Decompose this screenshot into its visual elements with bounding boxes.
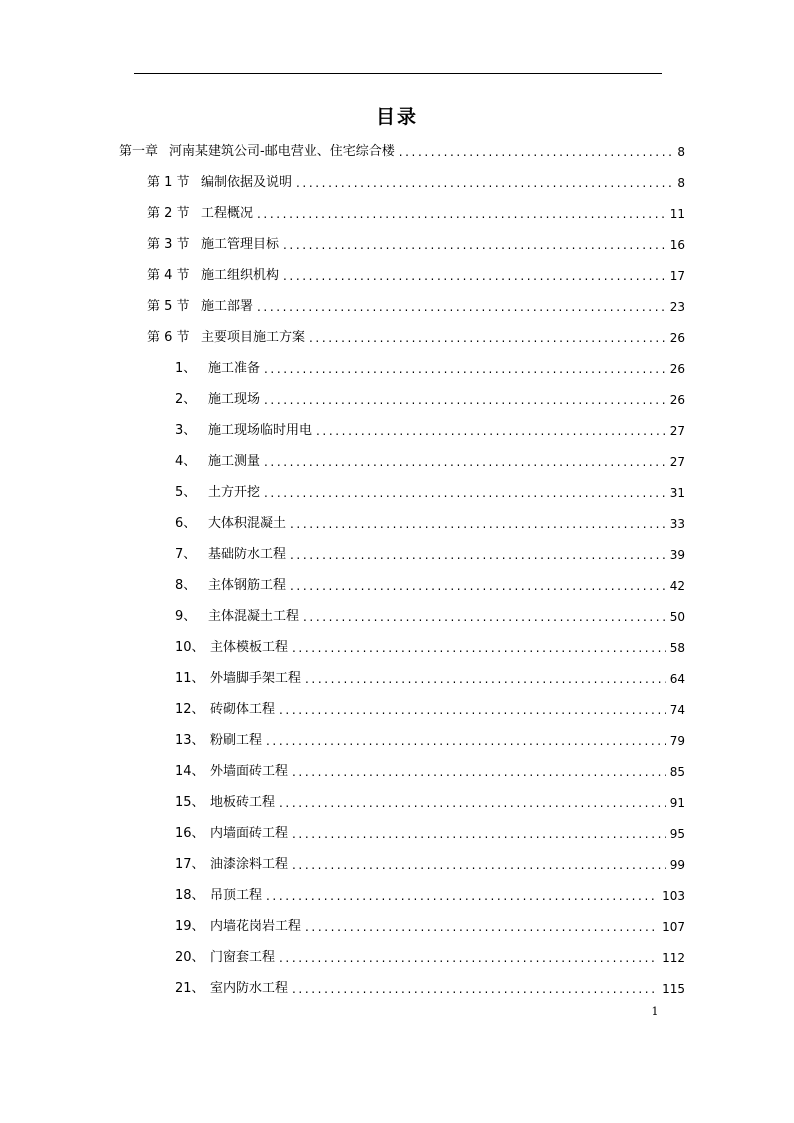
page-title: 目录 xyxy=(375,106,418,128)
toc-entry-label: 施工管理目标 xyxy=(201,237,280,252)
toc-entry-number: 18、 xyxy=(175,888,205,903)
toc-entry-label: 土方开挖 xyxy=(208,485,261,500)
toc-entry-number: 10、 xyxy=(175,640,205,655)
toc-entry-page: 8 xyxy=(677,145,685,159)
toc-entry[interactable] xyxy=(175,482,685,504)
toc-entry-label: 油漆涂料工程 xyxy=(210,857,289,872)
toc-entry-label: 主体钢筋工程 xyxy=(208,578,287,593)
toc-entry-page: 58 xyxy=(669,641,685,655)
toc-entry[interactable] xyxy=(175,451,685,473)
toc-entry[interactable] xyxy=(147,203,685,225)
toc-entry-label: 地板砖工程 xyxy=(210,795,276,810)
toc-entry[interactable] xyxy=(147,234,685,256)
toc-entry-number: 17、 xyxy=(175,857,205,872)
toc-entry[interactable] xyxy=(175,730,685,752)
toc-entry-number: 第 4 节 xyxy=(147,268,190,283)
toc-entry[interactable] xyxy=(119,141,685,163)
toc-entry-page: 8 xyxy=(677,176,685,190)
toc-entry-number: 1、 xyxy=(175,361,197,376)
toc-entry-page: 31 xyxy=(669,486,685,500)
toc-leader-dots xyxy=(309,327,666,349)
toc-entry-number: 14、 xyxy=(175,764,205,779)
toc-entry[interactable] xyxy=(175,823,685,845)
toc-leader-dots xyxy=(292,761,666,783)
toc-entry-number: 7、 xyxy=(175,547,197,562)
toc-entry-label: 室内防水工程 xyxy=(210,981,289,996)
toc-entry-label: 外墙脚手架工程 xyxy=(210,671,302,686)
toc-entry-page: 79 xyxy=(669,734,685,748)
toc-entry[interactable] xyxy=(175,575,685,597)
toc-entry-label: 工程概况 xyxy=(201,206,254,221)
toc-leader-dots xyxy=(303,606,666,628)
toc-entry[interactable] xyxy=(175,668,685,690)
toc-entry-number: 8、 xyxy=(175,578,197,593)
toc-entry[interactable] xyxy=(175,854,685,876)
toc-entry-label: 施工部署 xyxy=(201,299,254,314)
toc-leader-dots xyxy=(292,978,658,1000)
toc-entry[interactable] xyxy=(147,327,685,349)
toc-entry-page: 99 xyxy=(669,858,685,872)
toc-entry-number: 15、 xyxy=(175,795,205,810)
toc-entry-label: 主体混凝土工程 xyxy=(208,609,300,624)
toc-entry-number: 3、 xyxy=(175,423,197,438)
toc-entry-label: 施工现场临时用电 xyxy=(208,423,313,438)
page-number: 1 xyxy=(651,1005,659,1018)
toc-entry-label: 吊顶工程 xyxy=(210,888,263,903)
toc-leader-dots xyxy=(279,699,666,721)
toc-entry-number: 4、 xyxy=(175,454,197,469)
toc-entry-page: 95 xyxy=(669,827,685,841)
toc-leader-dots xyxy=(305,668,666,690)
toc-entry-page: 64 xyxy=(669,672,685,686)
toc-entry-label: 外墙面砖工程 xyxy=(210,764,289,779)
toc-entry[interactable] xyxy=(175,699,685,721)
toc-entry-page: 91 xyxy=(669,796,685,810)
toc-entry[interactable] xyxy=(175,389,685,411)
toc-entry[interactable] xyxy=(147,265,685,287)
toc-leader-dots xyxy=(305,916,658,938)
toc-entry-label: 主要项目施工方案 xyxy=(201,330,306,345)
toc-entry-number: 20、 xyxy=(175,950,205,965)
toc-entry-label: 内墙面砖工程 xyxy=(210,826,289,841)
toc-leader-dots xyxy=(264,358,666,380)
toc-entry[interactable] xyxy=(175,792,685,814)
toc-entry-label: 粉刷工程 xyxy=(210,733,263,748)
toc-entry-page: 107 xyxy=(662,920,685,934)
toc-leader-dots xyxy=(266,885,658,907)
toc-entry-label: 施工现场 xyxy=(208,392,261,407)
toc-leader-dots xyxy=(290,544,666,566)
toc-entry-number: 13、 xyxy=(175,733,205,748)
toc-leader-dots xyxy=(283,234,666,256)
toc-leader-dots xyxy=(290,575,666,597)
toc-leader-dots xyxy=(292,854,666,876)
toc-entry-label: 施工组织机构 xyxy=(201,268,280,283)
toc-entry-number: 第 3 节 xyxy=(147,237,190,252)
toc-entry-label: 基础防水工程 xyxy=(208,547,287,562)
toc-entry-label: 施工准备 xyxy=(208,361,261,376)
toc-entry-page: 85 xyxy=(669,765,685,779)
toc-entry-number: 9、 xyxy=(175,609,197,624)
toc-entry-page: 16 xyxy=(669,238,685,252)
toc-leader-dots xyxy=(283,265,666,287)
toc-leader-dots xyxy=(257,296,666,318)
toc-leader-dots xyxy=(279,792,666,814)
toc-entry-number: 第 2 节 xyxy=(147,206,190,221)
toc-entry-number: 21、 xyxy=(175,981,205,996)
toc-entry-number: 第 1 节 xyxy=(147,175,190,190)
toc-entry-number: 6、 xyxy=(175,516,197,531)
toc-entry-page: 11 xyxy=(669,207,685,221)
toc-entry-label: 门窗套工程 xyxy=(210,950,276,965)
toc-leader-dots xyxy=(279,947,658,969)
toc-entry-label: 河南某建筑公司-邮电营业、住宅综合楼 xyxy=(169,144,395,159)
toc-entry-page: 27 xyxy=(669,455,685,469)
toc-leader-dots xyxy=(257,203,666,225)
toc-entry-page: 103 xyxy=(662,889,685,903)
toc-leader-dots xyxy=(316,420,666,442)
toc-entry-number: 2、 xyxy=(175,392,197,407)
toc-entry[interactable] xyxy=(175,947,685,969)
toc-entry[interactable] xyxy=(175,420,685,442)
toc-entry-page: 39 xyxy=(669,548,685,562)
toc-entry-page: 23 xyxy=(669,300,685,314)
toc-entry-label: 内墙花岗岩工程 xyxy=(210,919,302,934)
toc-entry-label: 编制依据及说明 xyxy=(201,175,293,190)
toc-entry[interactable] xyxy=(175,544,685,566)
toc-entry[interactable] xyxy=(175,761,685,783)
toc-entry-number: 16、 xyxy=(175,826,205,841)
toc-entry[interactable] xyxy=(175,637,685,659)
toc-entry[interactable] xyxy=(175,978,685,1000)
toc-entry-number: 5、 xyxy=(175,485,197,500)
toc-entry-page: 17 xyxy=(669,269,685,283)
toc-leader-dots xyxy=(292,823,666,845)
toc-entry[interactable] xyxy=(175,513,685,535)
toc-entry-page: 115 xyxy=(662,982,685,996)
toc-entry-number: 第 5 节 xyxy=(147,299,190,314)
toc-entry-number: 19、 xyxy=(175,919,205,934)
toc-entry-page: 26 xyxy=(669,362,685,376)
toc-entry-page: 27 xyxy=(669,424,685,438)
toc-entry-number: 第 6 节 xyxy=(147,330,190,345)
toc-leader-dots xyxy=(399,141,674,163)
toc-entry-page: 74 xyxy=(669,703,685,717)
toc-entry-label: 主体模板工程 xyxy=(210,640,289,655)
toc-entry-number: 12、 xyxy=(175,702,205,717)
toc-entry-number: 第一章 xyxy=(119,144,159,159)
toc-entry-page: 26 xyxy=(669,331,685,345)
toc-entry[interactable] xyxy=(147,172,685,194)
toc-entry-page: 42 xyxy=(669,579,685,593)
toc-leader-dots xyxy=(296,172,673,194)
toc-entry-label: 施工测量 xyxy=(208,454,261,469)
toc-entry[interactable] xyxy=(147,296,685,318)
toc-entry[interactable] xyxy=(175,606,685,628)
toc-entry[interactable] xyxy=(175,916,685,938)
toc-entry-label: 大体积混凝土 xyxy=(208,516,287,531)
toc-leader-dots xyxy=(290,513,666,535)
toc-entry[interactable] xyxy=(175,885,685,907)
toc-entry-page: 112 xyxy=(662,951,685,965)
toc-leader-dots xyxy=(264,451,666,473)
toc-entry-label: 砖砌体工程 xyxy=(210,702,276,717)
toc-leader-dots xyxy=(264,389,666,411)
toc-leader-dots xyxy=(264,482,666,504)
toc-entry-page: 50 xyxy=(669,610,685,624)
toc-leader-dots xyxy=(292,637,666,659)
toc-entry[interactable] xyxy=(175,358,685,380)
toc-entry-page: 33 xyxy=(669,517,685,531)
toc-entry-number: 11、 xyxy=(175,671,205,686)
toc-leader-dots xyxy=(266,730,666,752)
toc-entry-page: 26 xyxy=(669,393,685,407)
header-rule xyxy=(134,73,662,74)
